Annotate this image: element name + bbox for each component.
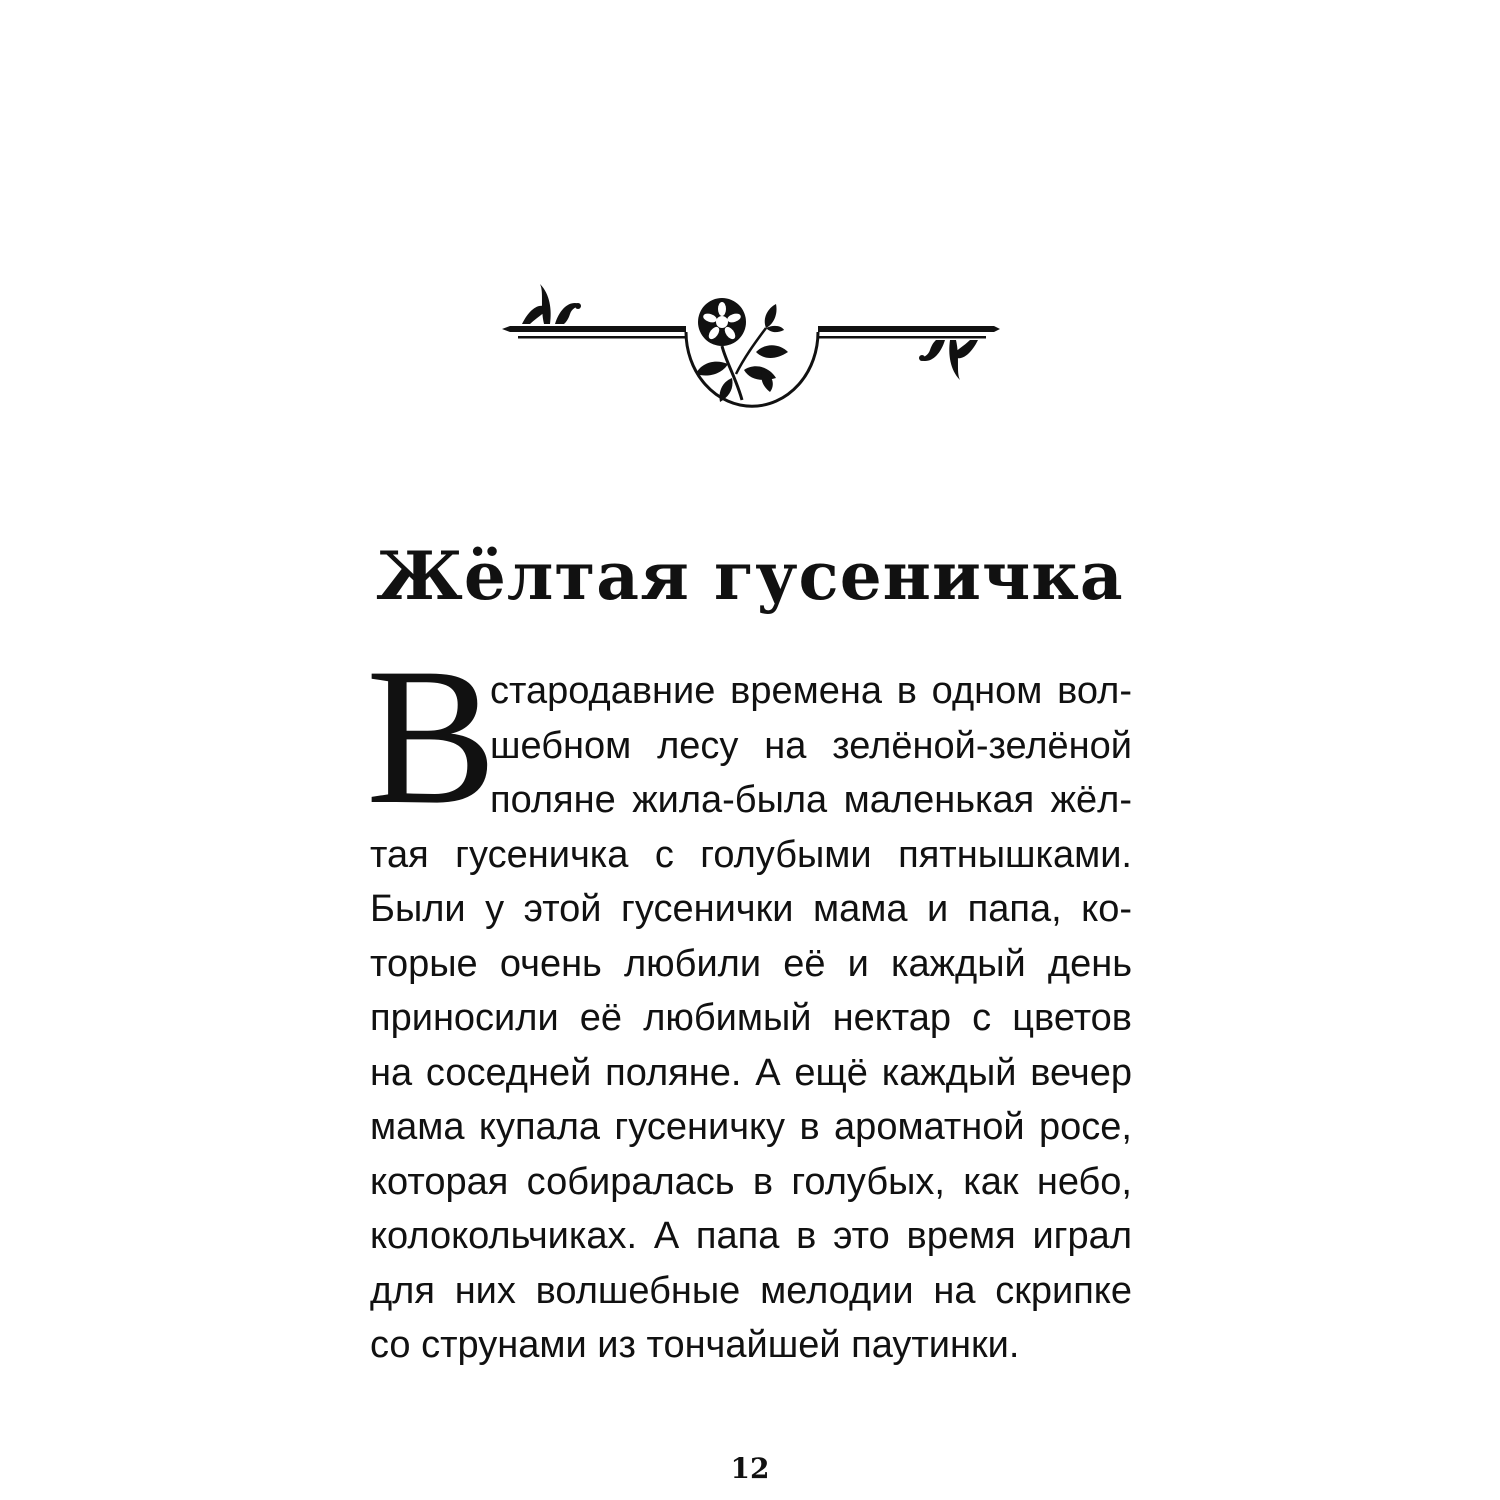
- text-line: со струнами из тончайшей паутинки.: [370, 1324, 1020, 1366]
- text-line: стародавние времена в одном вол-: [490, 670, 1132, 712]
- text-line: колокольчиках. А папа в это время играл: [370, 1215, 1132, 1257]
- text-line: шебном лесу на зелёной-зелёной: [490, 724, 1132, 767]
- text-line: Были у этой гусенички мама и папа, ко-: [370, 888, 1132, 930]
- text-line: приносили её любимый нектар с цветов: [370, 997, 1132, 1039]
- floral-vignette-icon: [500, 278, 1000, 413]
- text-line: торые очень любили её и каждый день: [370, 942, 1132, 985]
- text-line: на соседней поляне. А ещё каждый вечер: [370, 1051, 1132, 1094]
- text-line: мама купала гусеничку в ароматной росе,: [370, 1106, 1132, 1148]
- text-line: для них волшебные мелодии на скрипке: [370, 1269, 1132, 1312]
- page-number: 12: [730, 1452, 770, 1485]
- drop-cap-letter: В: [366, 628, 497, 845]
- text-line: которая собиралась в голубых, как небо,: [370, 1160, 1132, 1203]
- chapter-title: Жёлтая гусеничка: [376, 537, 1124, 615]
- story-paragraph: [370, 664, 1132, 1373]
- text-line: тая гусеничка с голубыми пятнышками.: [370, 833, 1132, 876]
- text-line: поляне жила-была маленькая жёл-: [490, 779, 1132, 821]
